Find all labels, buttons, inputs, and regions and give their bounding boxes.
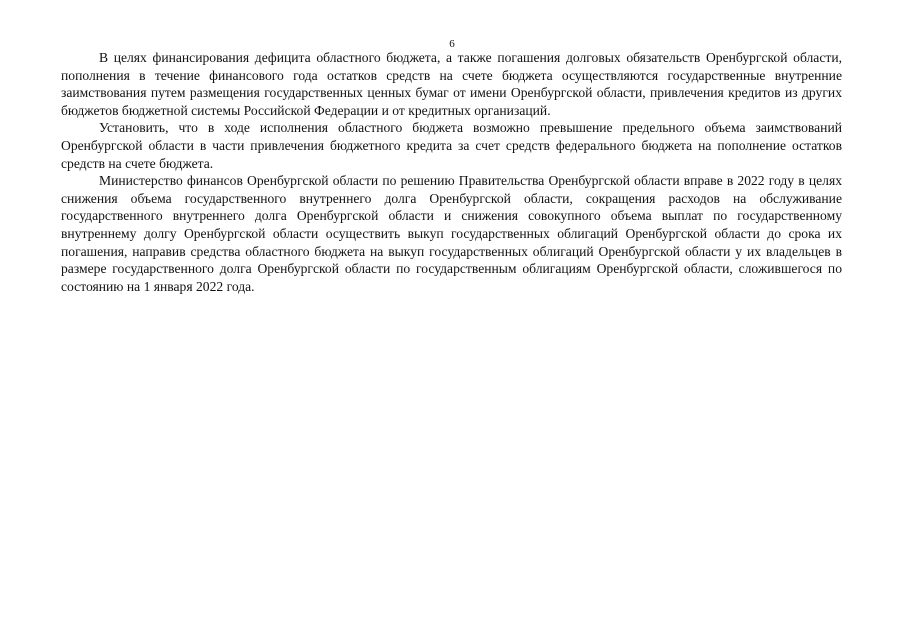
page-number: 6 [449,38,455,50]
paragraph-bond-buyback: Министерство финансов Оренбургской области по решению Правительства Оренбургской области вправе в 2022 году в целях снижения объема государственного внутреннего долга Оренбургской области, сокращения расходов на обслуживание государственного внутреннего долга Оренбургской области и снижения совокупного объема выплат по государственному внутреннему долгу Оренбургской области осуществить выкуп государственных облигаций Оренбургской области до срока их погашения, направив средства областного бюджета на выкуп государственных облигаций Оренбургской области у их владельцев в размере государственного долга Оренбургской области по государственным облигациям Оренбургской области, сложившегося по состоянию на 1 января 2022 года. [61,173,842,294]
paragraph-borrowings: В целях финансирования дефицита областного бюджета, а также погашения долговых обязательств Оренбургской области, пополнения в течение финансового года остатков средств на счете бюджета осуществляются государственные внутренние заимствования путем размещения государственных ценных бумаг от имени Оренбургской области, привлечения кредитов из других бюджетов бюджетной системы Российской Федерации и от кредитных организаций. [61,50,842,118]
document-body [61,49,842,295]
paragraph-limit-excess: Установить, что в ходе исполнения областного бюджета возможно превышение предельного объема заимствований Оренбургской области в части привлечения бюджетного кредита за счет средств федерального бюджета на пополнение остатков средств на счете бюджета. [61,120,842,171]
